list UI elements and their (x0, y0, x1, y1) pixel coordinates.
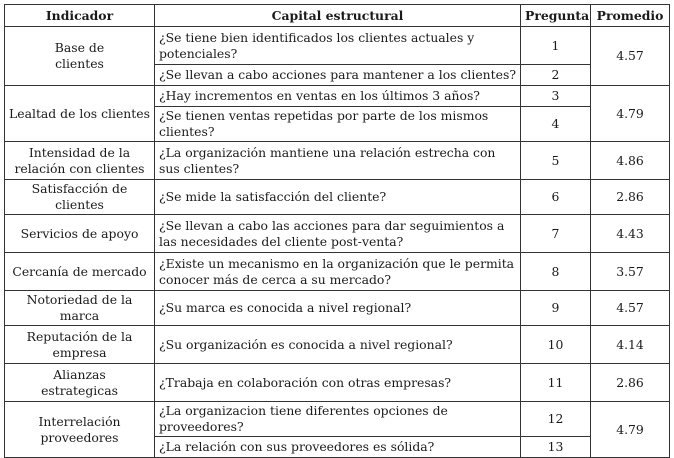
indicador-cell: Interrelación proveedores (5, 402, 155, 458)
question-number: 9 (521, 291, 591, 326)
question-number: 11 (521, 364, 591, 402)
indicador-cell: Lealtad de los clientes (5, 86, 155, 142)
promedio-cell: 4.43 (591, 215, 670, 253)
question-number: 10 (521, 326, 591, 364)
question-cell: ¿Existe un mecanismo en la organización que le permita conocer más de cerca a su mercado? (155, 253, 521, 291)
indicador-cell: Alianzas estrategicas (5, 364, 155, 402)
table-row (5, 180, 670, 215)
question-number: 6 (521, 180, 591, 215)
table-row (5, 253, 670, 291)
table-row (5, 142, 670, 180)
question-cell: ¿Trabaja en colaboración con otras empresas? (155, 364, 521, 402)
indicador-cell: Cercanía de mercado (5, 253, 155, 291)
indicador-cell: Intensidad de la relación con clientes (5, 142, 155, 180)
question-number: 7 (521, 215, 591, 253)
question-cell: ¿Su organización es conocida a nivel regional? (155, 326, 521, 364)
table-row (5, 215, 670, 253)
header-indicador: Indicador (5, 5, 155, 27)
promedio-cell: 4.79 (591, 402, 670, 458)
question-number: 1 (521, 27, 591, 65)
question-cell: ¿Se llevan a cabo las acciones para dar seguimientos a las necesidades del cliente post-venta? (155, 215, 521, 253)
question-number: 12 (521, 402, 591, 437)
table-row (5, 291, 670, 326)
question-cell: ¿Se tiene bien identificados los clientes actuales y potenciales? (155, 27, 521, 65)
table-row (5, 326, 670, 364)
question-cell: ¿Su marca es conocida a nivel regional? (155, 291, 521, 326)
question-number: 8 (521, 253, 591, 291)
indicador-cell: Base de clientes (5, 27, 155, 86)
table-row (5, 27, 670, 65)
question-cell: ¿Se tienen ventas repetidas por parte de los mismos clientes? (155, 107, 521, 142)
question-number: 4 (521, 107, 591, 142)
promedio-cell: 2.86 (591, 180, 670, 215)
question-cell: ¿La organización mantiene una relación estrecha con sus clientes? (155, 142, 521, 180)
promedio-cell: 4.57 (591, 291, 670, 326)
indicador-cell: Servicios de apoyo (5, 215, 155, 253)
promedio-cell: 4.57 (591, 27, 670, 86)
header-row (5, 5, 670, 27)
promedio-cell: 3.57 (591, 253, 670, 291)
question-cell: ¿La relación con sus proveedores es sólida? (155, 437, 521, 458)
indicador-cell: Satisfacción de clientes (5, 180, 155, 215)
table-row (5, 402, 670, 437)
header-capital-estructural: Capital estructural (155, 5, 521, 27)
table-row (5, 364, 670, 402)
indicador-cell: Reputación de la empresa (5, 326, 155, 364)
capital-estructural-table (4, 4, 670, 458)
promedio-cell: 4.14 (591, 326, 670, 364)
promedio-cell: 4.79 (591, 86, 670, 142)
question-number: 5 (521, 142, 591, 180)
promedio-cell: 4.86 (591, 142, 670, 180)
question-cell: ¿Se mide la satisfacción del cliente? (155, 180, 521, 215)
question-number: 13 (521, 437, 591, 458)
question-cell: ¿Se llevan a cabo acciones para mantener a los clientes? (155, 65, 521, 86)
question-cell: ¿Hay incrementos en ventas en los últimos 3 años? (155, 86, 521, 107)
header-promedio: Promedio (591, 5, 670, 27)
table-row (5, 86, 670, 107)
indicador-cell: Notoriedad de la marca (5, 291, 155, 326)
header-pregunta: Pregunta (521, 5, 591, 27)
question-number: 3 (521, 86, 591, 107)
question-cell: ¿La organizacion tiene diferentes opciones de proveedores? (155, 402, 521, 437)
question-number: 2 (521, 65, 591, 86)
promedio-cell: 2.86 (591, 364, 670, 402)
